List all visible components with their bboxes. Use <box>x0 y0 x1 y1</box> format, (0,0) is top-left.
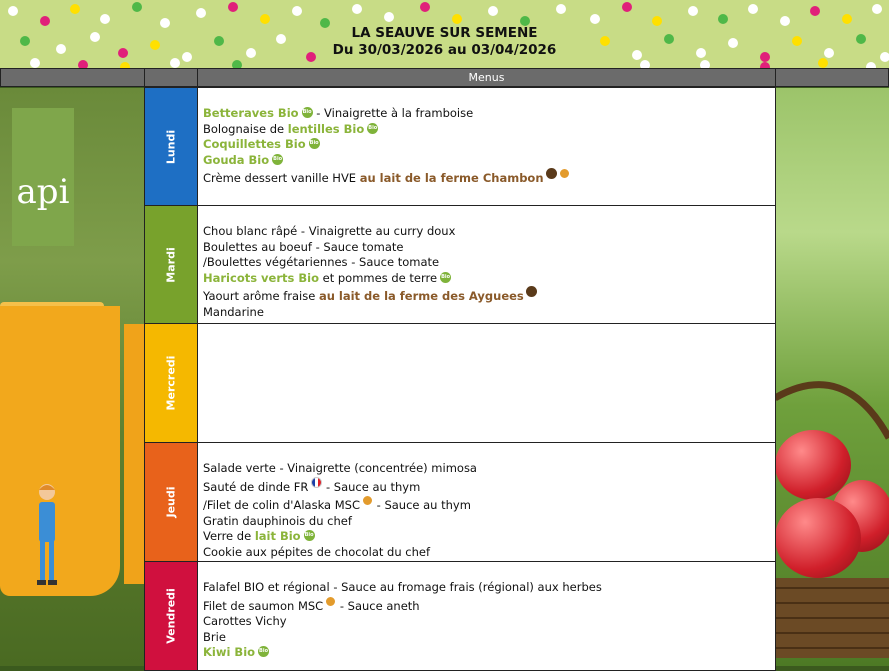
polka-dot <box>352 4 362 14</box>
polka-dot <box>810 6 820 16</box>
menu-text: au lait de la ferme des Ayguees <box>318 289 524 303</box>
polka-dot <box>170 58 180 68</box>
menu-item <box>203 529 770 545</box>
menu-text: /Filet de colin d'Alaska MSC <box>203 498 360 512</box>
header-banner <box>0 0 889 69</box>
menu-item <box>203 477 770 496</box>
menu-text: au lait de la ferme Chambon <box>359 171 544 185</box>
menu-cell-jeudi <box>197 442 776 562</box>
menu-item <box>203 286 770 305</box>
france-flag-icon <box>311 477 322 488</box>
menu-item <box>203 305 770 321</box>
local-farm-icon <box>526 286 537 297</box>
polka-dot <box>260 14 270 24</box>
menu-item <box>203 580 770 596</box>
menu-item <box>203 630 770 646</box>
day-name: Mercredi <box>164 355 178 411</box>
day-name: Mardi <box>164 246 178 283</box>
menu-text: lentilles Bio <box>287 121 365 136</box>
week-period: Du 30/03/2026 au 03/04/2026 <box>332 42 557 58</box>
menu-item <box>203 545 770 561</box>
menu-text: Verre de <box>203 529 255 543</box>
polka-dot <box>488 6 498 16</box>
menu-text: Mandarine <box>203 304 264 319</box>
menu-text: lait Bio <box>254 529 301 543</box>
menu-item <box>203 514 770 530</box>
menu-text: - Sauce au thym <box>322 479 421 494</box>
right-decoration <box>775 88 889 666</box>
polka-dot <box>292 6 302 16</box>
polka-dot <box>452 14 462 24</box>
menu-item <box>203 137 770 153</box>
bio-label-icon: Bio <box>304 530 315 541</box>
header-bar-day <box>144 68 198 87</box>
menu-text: Falafel BIO et régional - Sauce au fromage frais (régional) aux herbes <box>203 580 602 594</box>
menu-item <box>203 271 770 287</box>
polka-dot <box>100 14 110 24</box>
polka-dot <box>196 8 206 18</box>
menu-item <box>203 224 770 240</box>
polka-dot <box>590 14 600 24</box>
day-name: Lundi <box>164 129 178 164</box>
rain-boot-illustration-2 <box>124 324 145 584</box>
menu-text: /Boulettes végétariennes - Sauce tomate <box>203 255 440 269</box>
bio-label-icon: Bio <box>440 272 451 283</box>
polka-dot <box>688 6 698 16</box>
menu-text: Kiwi Bio <box>203 645 256 659</box>
menu-item <box>203 168 770 187</box>
header-bar-right <box>775 68 889 87</box>
bio-label-icon: Bio <box>309 138 320 149</box>
local-farm-icon <box>546 168 557 179</box>
menu-item <box>203 153 770 169</box>
polka-dot <box>228 2 238 12</box>
menu-text: Chou blanc râpé - Vinaigrette au curry doux <box>203 224 456 238</box>
menu-text: Gouda Bio <box>203 152 270 167</box>
town-title: LA SEAUVE SUR SEMENE <box>351 25 538 41</box>
day-name: Vendredi <box>164 588 178 644</box>
polka-dot <box>8 6 18 16</box>
menu-item <box>203 122 770 138</box>
polka-dot <box>842 14 852 24</box>
menu-text: Betteraves Bio <box>203 106 299 120</box>
menu-text: Carottes Vichy <box>203 614 287 628</box>
menus-column-header: Menus <box>197 68 776 87</box>
menu-text: - Sauce aneth <box>336 598 420 613</box>
day-label-vendredi <box>144 561 198 671</box>
header-bar-left <box>0 68 145 87</box>
menu-item <box>203 255 770 271</box>
menu-text: et pommes de terre <box>318 270 438 285</box>
apple <box>775 498 861 578</box>
left-decoration <box>0 88 145 666</box>
bio-label-icon: Bio <box>367 123 378 134</box>
polka-dot <box>818 58 828 68</box>
menu-text: Gratin dauphinois du chef <box>203 513 352 528</box>
hve-label-icon <box>362 495 373 506</box>
menu-text: Sauté de dinde FR <box>203 479 309 494</box>
menu-text: Crème dessert vanille HVE <box>203 171 360 185</box>
hve-label-icon <box>559 168 570 179</box>
menu-item <box>203 106 770 122</box>
menu-text: Haricots verts Bio <box>203 270 319 285</box>
day-label-lundi <box>144 87 198 206</box>
polka-dot <box>556 4 566 14</box>
menu-item <box>203 461 770 477</box>
polka-dot <box>872 4 882 14</box>
menu-cell-vendredi <box>197 561 776 671</box>
menu-text: Bolognaise de <box>203 121 288 136</box>
bio-label-icon: Bio <box>302 107 313 118</box>
day-label-mardi <box>144 205 198 324</box>
menu-item <box>203 645 770 661</box>
menu-text: Salade verte - Vinaigrette (concentrée) mimosa <box>203 461 477 475</box>
menu-item <box>203 240 770 256</box>
menu-text: - Sauce au thym <box>372 498 471 512</box>
day-label-jeudi <box>144 442 198 562</box>
menu-cell-lundi <box>197 87 776 206</box>
polka-dot <box>30 58 40 68</box>
polka-dot <box>420 2 430 12</box>
polka-dot <box>718 14 728 24</box>
day-name: Jeudi <box>164 486 178 518</box>
menu-item <box>203 614 770 630</box>
menu-text: Cookie aux pépites de chocolat du chef <box>203 544 431 559</box>
polka-dot <box>622 2 632 12</box>
bio-label-icon: Bio <box>258 646 269 657</box>
child-illustration <box>30 480 64 590</box>
menu-text: Boulettes au boeuf - Sauce tomate <box>203 239 404 254</box>
polka-dot <box>748 4 758 14</box>
polka-dot <box>132 2 142 12</box>
menu-text: Yaourt arôme fraise <box>203 289 319 303</box>
menu-item <box>203 596 770 615</box>
menu-cell-mardi <box>197 205 776 324</box>
day-label-mercredi <box>144 323 198 443</box>
menu-text: Brie <box>203 629 226 644</box>
hve-label-icon <box>325 596 336 607</box>
polka-dot <box>384 12 394 22</box>
bio-label-icon: Bio <box>272 154 283 165</box>
menu-text: - Vinaigrette à la framboise <box>312 106 474 120</box>
menu-text: Filet de saumon MSC <box>203 598 324 613</box>
api-logo: api <box>12 108 74 246</box>
menu-cell-mercredi <box>197 323 776 443</box>
menu-item <box>203 495 770 514</box>
menu-text: Coquillettes Bio <box>203 137 306 151</box>
polka-dot <box>70 4 80 14</box>
